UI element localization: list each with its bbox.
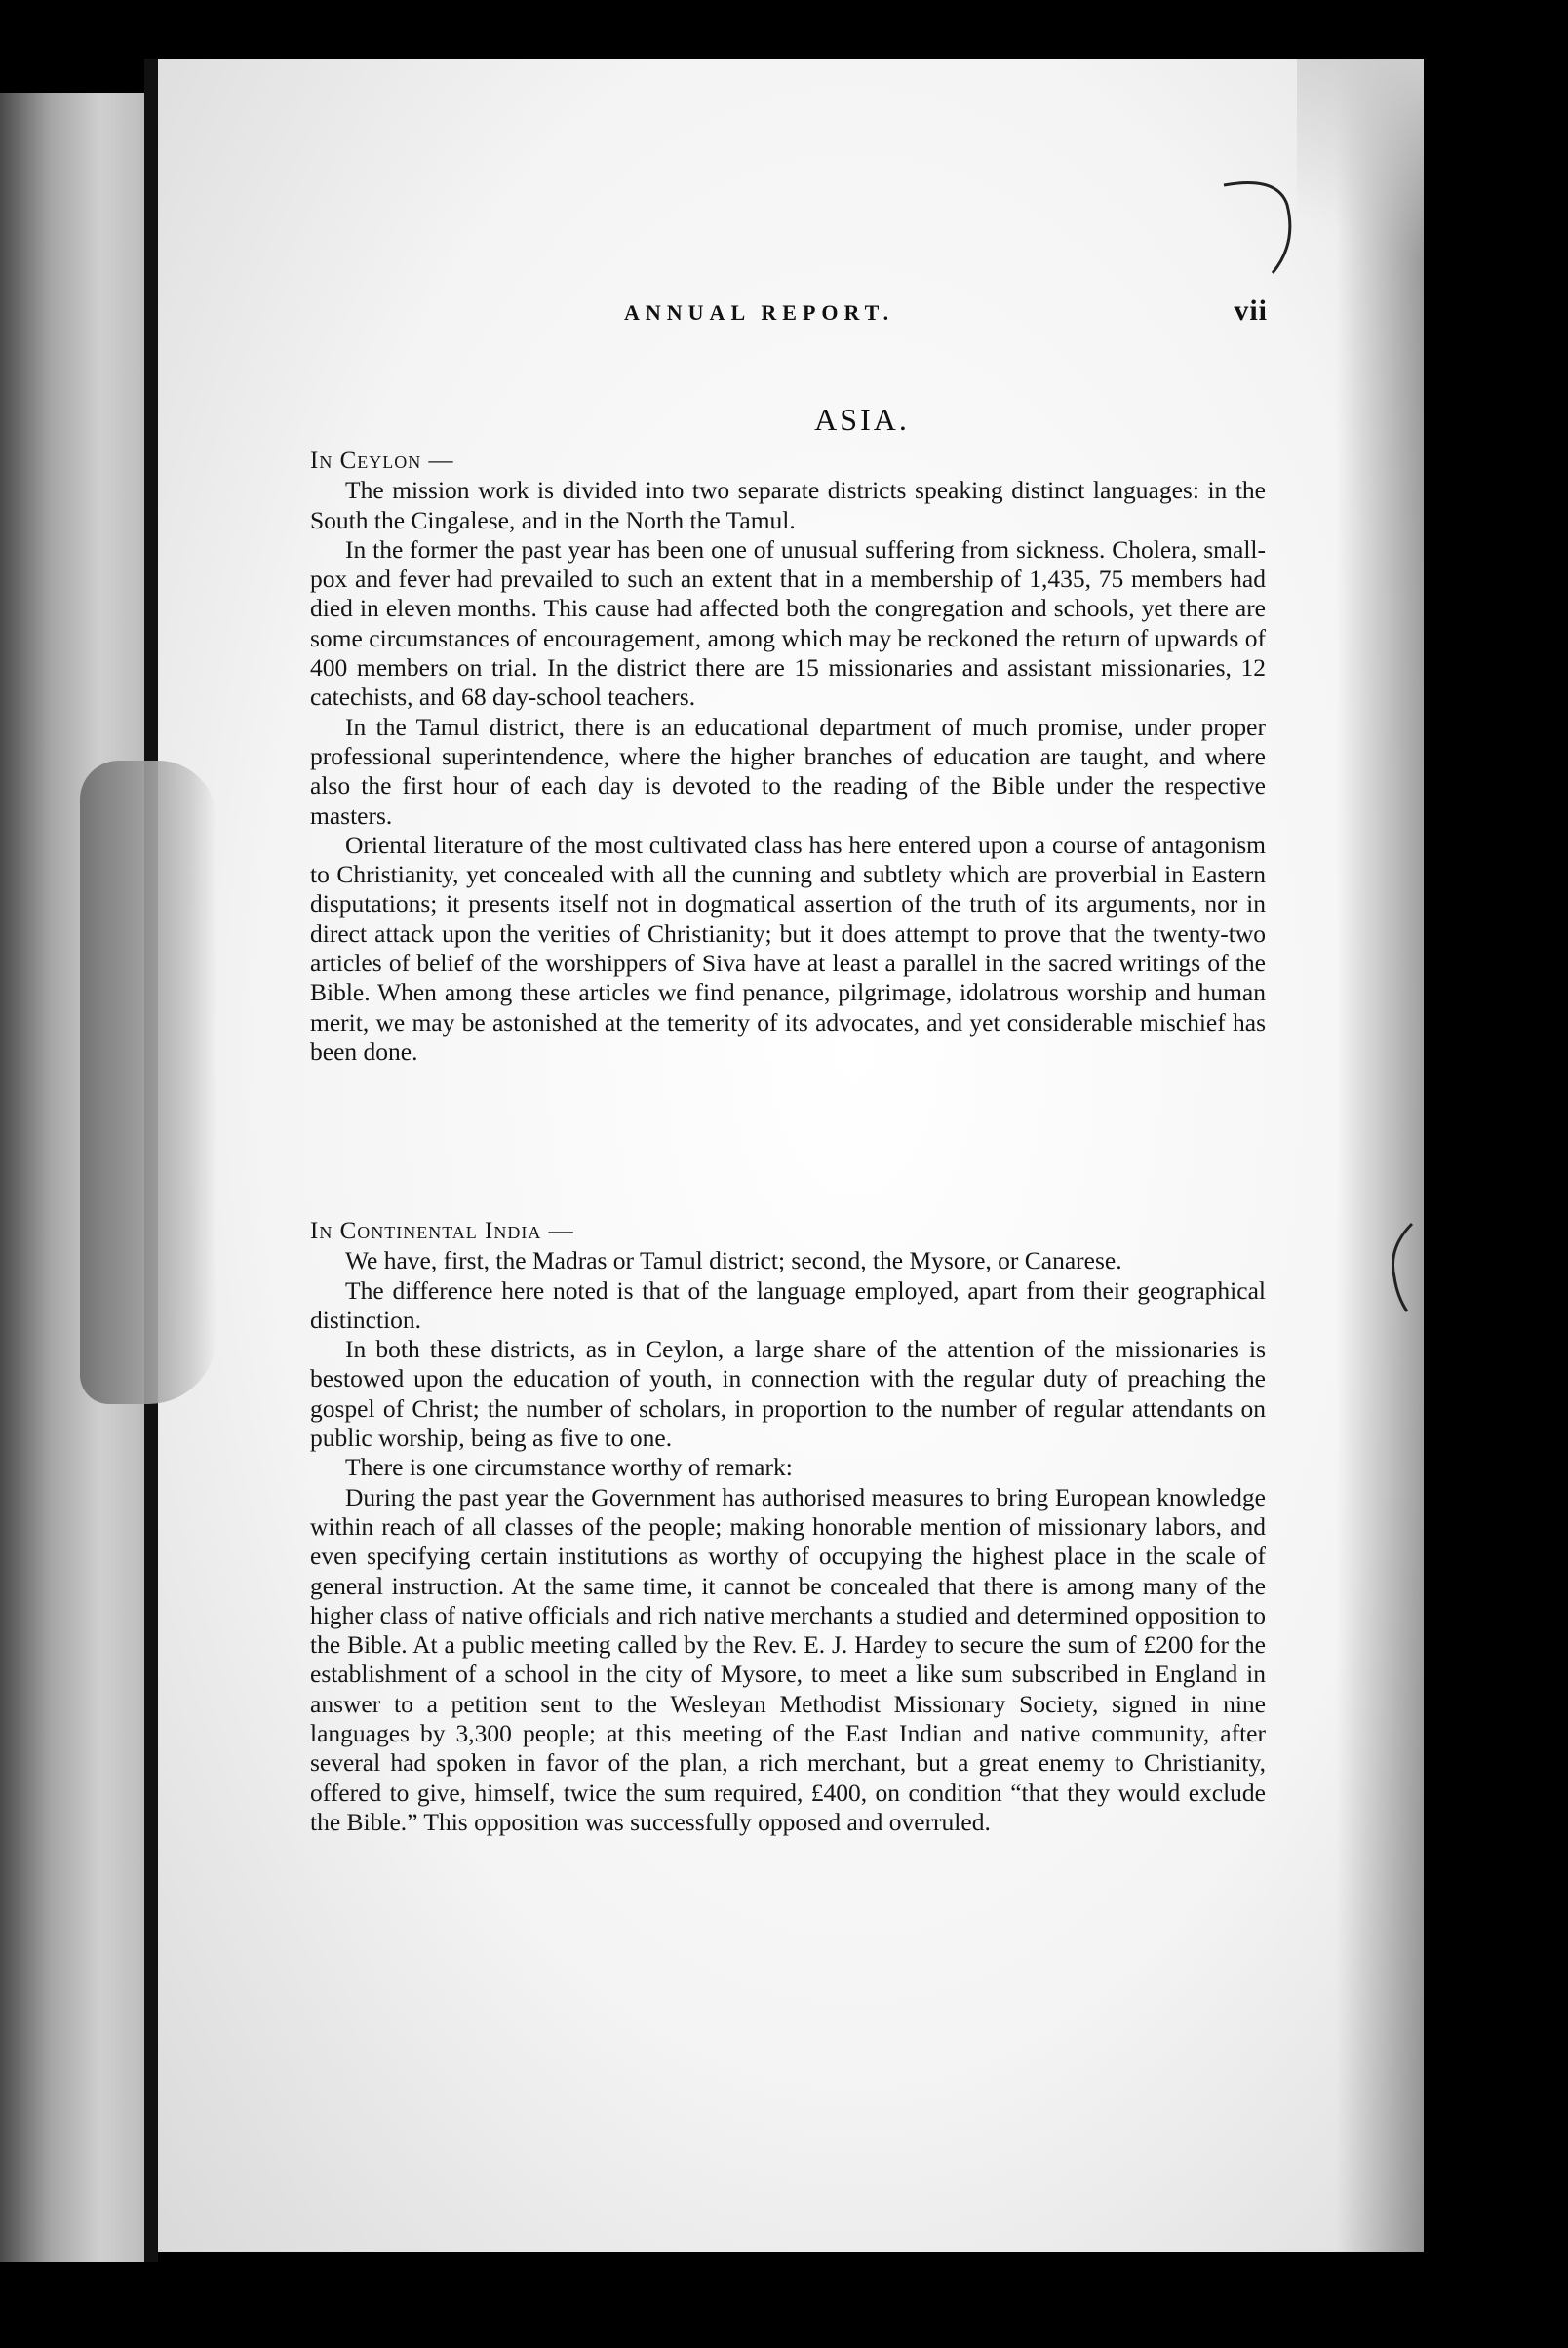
page-number: vii (1234, 294, 1268, 327)
section-continental-india (310, 1217, 1266, 1837)
section-ceylon (310, 447, 1266, 1067)
section-heading: In Continental India — (310, 1218, 574, 1244)
paragraph: Oriental literature of the most cultivated class has here entered upon a course of antagonism to Christianity, yet concealed with all the cunning and subtlety which are proverbial in Eastern disputations; it presents itself not in dogmatical assertion of the truth of its arguments, nor in direct attack upon the verities of Christianity; but it does attempt to prove that the twenty-two articles of belief of the worshippers of Siva have at least a parallel in the sacred writings of the Bible. When among these articles we find penance, pilgrimage, idolatrous worship and human merit, we may be astonished at the temerity of its advocates, and yet considerable mischief has been done. (310, 830, 1266, 1066)
page-corner-wear (1297, 59, 1424, 302)
page-paper (158, 59, 1424, 2252)
paragraph: The mission work is divided into two separate districts speaking distinct languages: in the South the Cingalese, and in the North the Tamul. (310, 476, 1266, 534)
page-title: ASIA. (814, 402, 910, 437)
binding-stain (80, 761, 216, 1404)
paragraph: During the past year the Government has authorised measures to bring European knowledge within reach of all classes of the people; making honorable mention of missionary labors, and even specifying certain institutions as worthy of occupying the highest place in the scale of general instruction. At the same time, it cannot be concealed that there is among many of the higher class of native officials and rich native merchants a studied and determined opposition to the Bible. At a public meeting called by the Rev. E. J. Hardey to secure the sum of £200 for the establishment of a school in the city of Mysore, to meet a like sum subscribed in England in answer to a petition sent to the Wesleyan Methodist Missionary Society, signed in nine languages by 3,300 people; at this meeting of the East Indian and native community, after several had spoken in favor of the plan, a rich merchant, but a great enemy to Christianity, offered to give, himself, twice the sum required, £400, on condition “that they would exclude the Bible.” This opposition was successfully opposed and overruled. (310, 1482, 1266, 1836)
page-shadow (1336, 59, 1424, 2252)
running-head: ANNUAL REPORT. (624, 300, 895, 325)
paragraph: In the former the past year has been one of unusual suffering from sickness. Cholera, small-pox and fever had prevailed to such an extent that in a membership of 1,435, 75 members had died in eleven months. This cause had affected both the congregation and schools, yet there are some circumstances of encouragement, among which may be reckoned the return of upwards of 400 members on trial. In the district there are 15 missionaries and assistant missionaries, 12 catechists, and 68 day-school teachers. (310, 534, 1266, 712)
running-header (624, 294, 1268, 333)
pencil-mark (1219, 166, 1307, 283)
section-heading: In Ceylon — (310, 448, 454, 474)
paragraph: There is one circumstance worthy of remark: (345, 1453, 793, 1482)
paragraph: In the Tamul district, there is an educational department of much promise, under proper professional superintendence, where the higher branches of education are taught, and where also the first hour of each day is devoted to the reading of the Bible under the respective masters. (310, 712, 1266, 830)
bracket-mark (1383, 1219, 1422, 1316)
paragraph: We have, first, the Madras or Tamul district; second, the Mysore, or Canarese. (345, 1246, 1122, 1275)
paragraph: The difference here noted is that of the language employed, apart from their geographical distinction. (310, 1275, 1266, 1334)
paragraph: In both these districts, as in Ceylon, a large share of the attention of the missionaries is bestowed upon the education of youth, in connection with the regular duty of preaching the gospel of Christ; the number of scholars, in proportion to the number of regular attendants on public worship, being as five to one. (310, 1335, 1266, 1453)
